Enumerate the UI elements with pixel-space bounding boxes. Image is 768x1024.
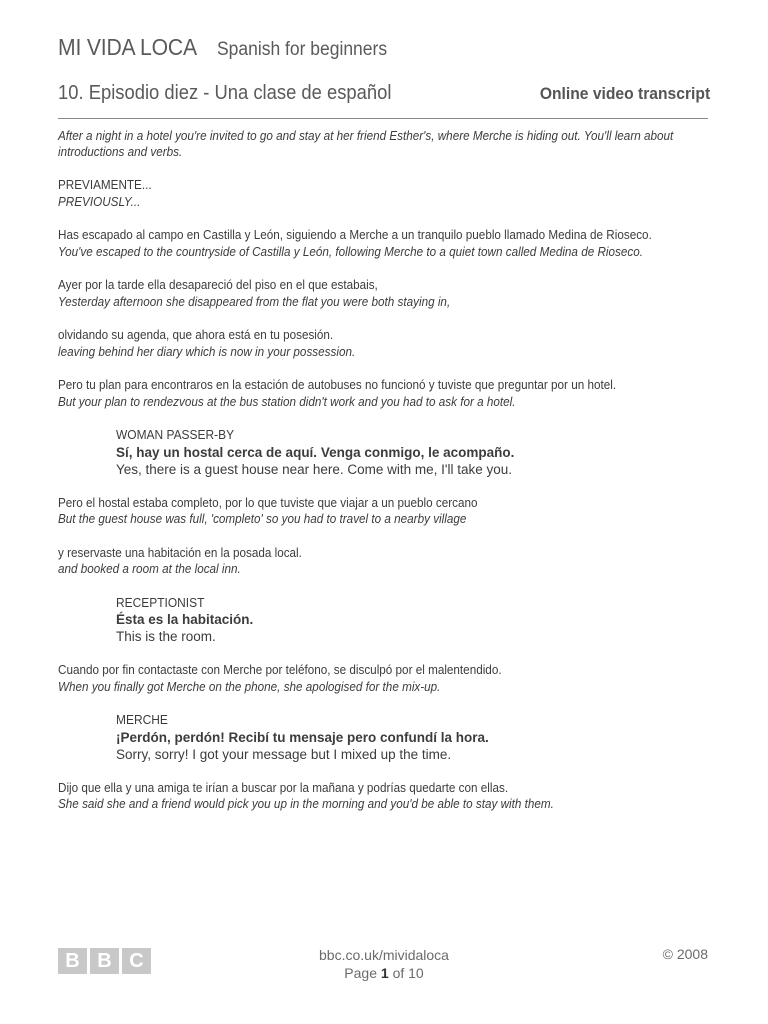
narration-spanish: Cuando por fin contactaste con Merche por teléfono, se disculpó por el malentendido. (58, 662, 502, 677)
page-total: 10 (408, 965, 424, 981)
header-divider (58, 118, 708, 119)
narration-english: You've escaped to the countryside of Castilla y León, following Merche to a quiet town called Medina de Rioseco. (58, 243, 643, 259)
bbc-logo-letter: B (90, 948, 119, 974)
narration-block (58, 662, 718, 695)
episode-title: 10. Episodio diez - Una clase de español (58, 82, 392, 104)
dialogue-block (116, 712, 718, 763)
title-row (58, 34, 402, 61)
series-title: MI VIDA LOCA (58, 34, 197, 60)
page-current: 1 (380, 965, 389, 981)
narration-english: She said she and a friend would pick you up in the morning and you'd be able to stay with them. (58, 796, 554, 811)
dialogue-spanish: Ésta es la habitación. (116, 612, 254, 627)
narration-english: PREVIOUSLY... (58, 193, 141, 209)
narration-spanish: Ayer por la tarde ella desapareció del piso en el que estabais, (58, 277, 378, 292)
transcript-content (58, 128, 718, 830)
dialogue-spanish: Sí, hay un hostal cerca de aquí. Venga conmigo, le acompaño. (116, 444, 515, 460)
narration-english: and booked a room at the local inn. (58, 561, 241, 576)
page-prefix: Page (344, 965, 377, 981)
narration-english: leaving behind her diary which is now in your possession. (58, 343, 356, 359)
dialogue-english: Sorry, sorry! I got your message but I mixed up the time. (116, 746, 452, 762)
narration-spanish: olvidando su agenda, que ahora está en tu posesión. (58, 327, 334, 342)
narration-spanish: Pero tu plan para encontraros en la estación de autobuses no funcionó y tuviste que preguntar por un hotel. (58, 377, 617, 392)
series-subtitle: Spanish for beginners (216, 39, 388, 60)
narration-spanish: Dijo que ella y una amiga te irían a buscar por la mañana y podrías quedarte con ellas. (58, 779, 509, 795)
dialogue-english: This is the room. (116, 629, 216, 644)
narration-spanish: PREVIAMENTE... (58, 177, 152, 192)
footer-url[interactable]: bbc.co.uk/mividaloca (319, 947, 449, 963)
speaker-name: WOMAN PASSER-BY (116, 427, 235, 442)
narration-spanish: Pero el hostal estaba completo, por lo que tuviste que viajar a un pueblo cercano (58, 494, 478, 510)
bbc-logo-letter: C (122, 948, 151, 974)
narration-spanish: y reservaste una habitación en la posada local. (58, 544, 302, 560)
narration-english: Yesterday afternoon she disappeared from the flat you were both staying in, (58, 293, 451, 309)
narration-block (58, 227, 718, 260)
narration-spanish: Has escapado al campo en Castilla y León, siguiendo a Merche a un tranquilo pueblo llamado Medina de Rioseco. (58, 227, 652, 242)
narration-block (58, 377, 718, 410)
narration-english: But your plan to rendezvous at the bus station didn't work and you had to ask for a hotel. (58, 393, 516, 409)
episode-intro: After a night in a hotel you're invited to go and stay at her friend Esther's, where Merche is hiding out. You'll learn about introductions and verbs. (58, 128, 674, 159)
narration-block (58, 327, 718, 360)
bbc-logo-letter: B (58, 948, 87, 974)
copyright: © 2008 (662, 946, 708, 962)
speaker-name: RECEPTIONIST (116, 594, 205, 610)
narration-english: But the guest house was full, 'completo' so you had to travel to a nearby village (58, 511, 467, 526)
page-footer (0, 946, 768, 986)
dialogue-english: Yes, there is a guest house near here. Come with me, I'll take you. (116, 461, 513, 477)
narration-english: When you finally got Merche on the phone, she apologised for the mix-up. (58, 678, 441, 694)
document-type-label: Online video transcript (539, 84, 710, 103)
dialogue-spanish: ¡Perdón, perdón! Recibí tu mensaje pero confundí la hora. (116, 729, 489, 745)
narration-block (58, 177, 718, 210)
page-number (0, 964, 768, 982)
narration-block (58, 780, 718, 813)
dialogue-block (116, 595, 718, 646)
page-of: of (392, 965, 405, 981)
dialogue-block (116, 427, 718, 478)
speaker-name: MERCHE (116, 712, 168, 727)
narration-block (58, 277, 718, 310)
narration-block (58, 545, 718, 578)
footer-center (0, 946, 768, 982)
narration-block (58, 495, 718, 528)
